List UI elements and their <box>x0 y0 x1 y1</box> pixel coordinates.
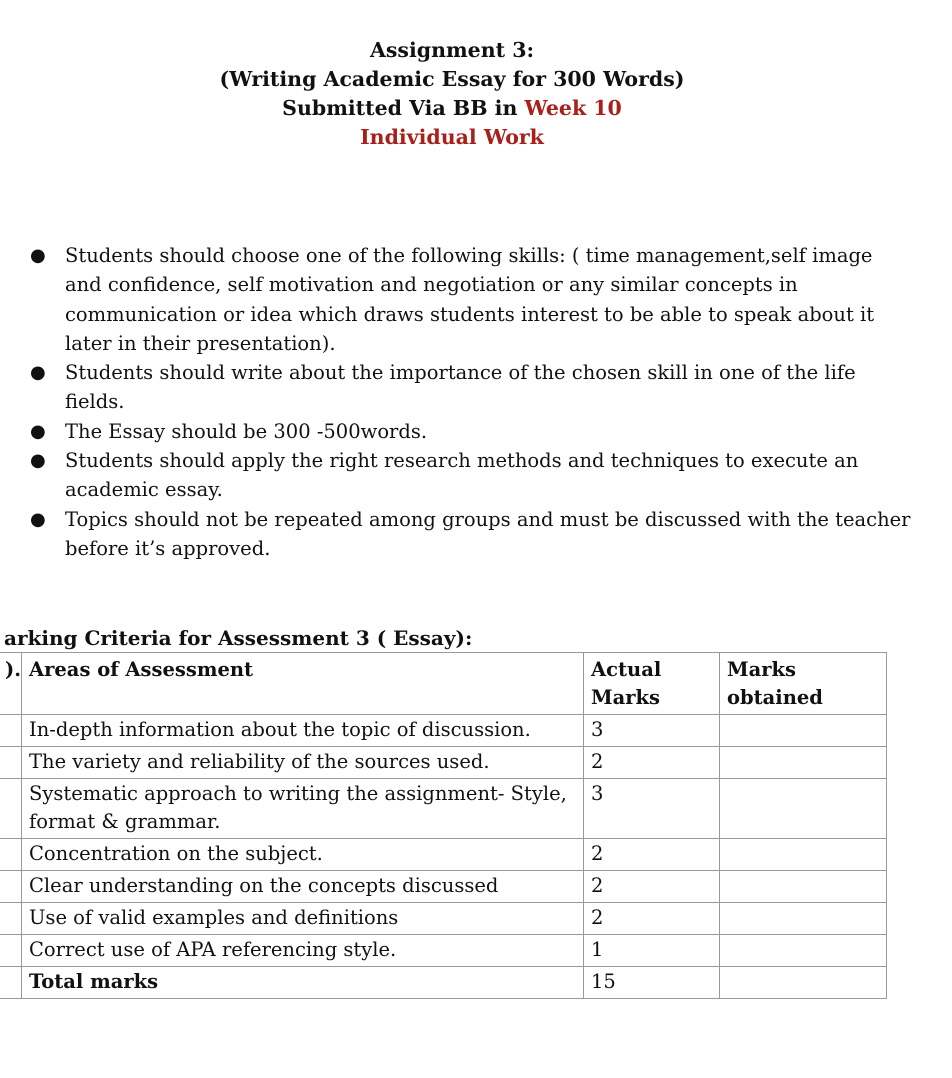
marking-criteria-table <box>0 652 887 999</box>
submission-line <box>0 94 904 123</box>
instruction-text: Students should write about the importance of the chosen skill in one of the life fields. <box>65 361 856 414</box>
bullet-icon: ● <box>30 450 46 472</box>
header-actual-marks: Actual Marks <box>584 653 720 715</box>
instruction-text: Students should apply the right research methods and techniques to execute an academic essay. <box>65 449 859 502</box>
header-no: ). <box>0 653 22 715</box>
assignment-title: Assignment 3: <box>369 38 535 62</box>
criterion-marks-obtained <box>720 839 887 871</box>
table-row <box>0 747 887 779</box>
criterion-marks-obtained <box>720 779 887 839</box>
criterion-area: Concentration on the subject. <box>22 839 584 871</box>
criterion-area: Use of valid examples and definitions <box>22 903 584 935</box>
instruction-item <box>22 241 912 358</box>
criterion-actual-marks: 3 <box>584 779 720 839</box>
instructions-list <box>22 241 912 563</box>
instruction-item <box>22 446 912 505</box>
total-row <box>0 967 887 999</box>
criterion-area: Clear understanding on the concepts discussed <box>22 871 584 903</box>
table-row <box>0 903 887 935</box>
criterion-actual-marks: 2 <box>584 839 720 871</box>
submission-week: Week 10 <box>524 96 622 120</box>
bullet-icon: ● <box>30 420 46 442</box>
instruction-item <box>22 358 912 417</box>
instruction-text: Topics should not be repeated among groups and must be discussed with the teacher before it’s approved. <box>65 507 911 560</box>
criterion-marks-obtained <box>720 715 887 747</box>
total-marks-obtained <box>720 967 887 999</box>
instruction-item <box>22 505 912 564</box>
total-label: Total marks <box>22 967 584 999</box>
bullet-icon: ● <box>30 508 46 530</box>
criterion-marks-obtained <box>720 871 887 903</box>
bullet-icon: ● <box>30 362 46 384</box>
criteria-title: arking Criteria for Assessment 3 ( Essay): <box>4 626 473 650</box>
table-row <box>0 871 887 903</box>
criterion-actual-marks: 2 <box>584 747 720 779</box>
criterion-marks-obtained <box>720 935 887 967</box>
table-row <box>0 779 887 839</box>
criterion-area: In-depth information about the topic of discussion. <box>22 715 584 747</box>
table-row <box>0 839 887 871</box>
bullet-icon: ● <box>30 245 46 266</box>
table-row <box>0 715 887 747</box>
header-marks-obtained: Marks obtained <box>720 653 887 715</box>
assignment-header <box>0 36 904 152</box>
submission-prefix: Submitted Via BB in <box>282 96 525 120</box>
instruction-item <box>22 417 912 446</box>
instruction-text: Students should choose one of the following skills: ( time management,self image and confidence, self motivation and negotiation or any similar concepts in communication or idea which draws students interest to be able to speak about it later in their presentation). <box>65 244 875 355</box>
instruction-text: The Essay should be 300 -500words. <box>65 419 428 443</box>
header-area: Areas of Assessment <box>22 653 584 715</box>
criterion-actual-marks: 1 <box>584 935 720 967</box>
criterion-area: Systematic approach to writing the assignment- Style, format & grammar. <box>22 779 584 839</box>
criterion-actual-marks: 3 <box>584 715 720 747</box>
criterion-actual-marks: 2 <box>584 871 720 903</box>
criterion-actual-marks: 2 <box>584 903 720 935</box>
criterion-marks-obtained <box>720 903 887 935</box>
table-row <box>0 935 887 967</box>
criterion-area: The variety and reliability of the sources used. <box>22 747 584 779</box>
criterion-marks-obtained <box>720 747 887 779</box>
work-type: Individual Work <box>360 125 544 149</box>
total-value: 15 <box>584 967 720 999</box>
criterion-area: Correct use of APA referencing style. <box>22 935 584 967</box>
assignment-subtitle: (Writing Academic Essay for 300 Words) <box>219 67 685 91</box>
table-header-row <box>0 653 887 715</box>
